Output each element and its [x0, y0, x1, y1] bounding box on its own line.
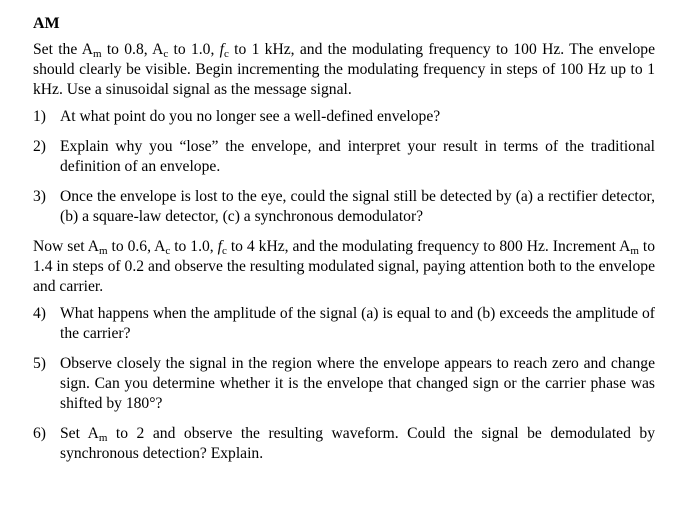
subscript: c: [163, 48, 169, 60]
text-run: to 4 kHz, and the modulating frequency to 800 Hz. Increment A: [226, 238, 631, 255]
subscript: m: [98, 432, 108, 444]
text-run: to 1.0,: [170, 238, 218, 255]
text-run: to 0.8, A: [101, 41, 164, 58]
subscript: m: [630, 245, 639, 257]
question-text: Once the envelope is lost to the eye, could the signal still be detected by (a) a rectifier detector, (b) a square-law detector, (c) a synchronous demodulator?: [60, 188, 655, 225]
question-number: 3): [33, 188, 46, 205]
question-1: [33, 107, 655, 127]
question-5: [33, 354, 655, 414]
text-run: Now set A: [33, 238, 99, 255]
subscript: c: [165, 245, 171, 257]
question-number: 2): [33, 138, 46, 155]
question-text: Observe closely the signal in the region where the envelope appears to reach zero and change sign. Can you determine whether it is the envelope that changed sign or the carrier phase was shifted by 180°?: [60, 355, 655, 412]
text-run: to 1.4 in steps of 0.2 and observe the resulting modulated signal, paying attention both to the envelope and carrier.: [33, 238, 655, 295]
question-number: 1): [33, 108, 46, 125]
question-3: [33, 187, 655, 227]
text-run: to 1 kHz, and the modulating frequency to 100 Hz. The envelope should clearly be visible. Begin incrementing the modulating frequency in steps of 100 Hz up to 1 kHz. Use a sinusoidal signal as the message signal.: [33, 41, 655, 98]
question-text: Explain why you “lose” the envelope, and interpret your result in terms of the traditional definition of an envelope.: [60, 138, 655, 175]
text-run: to 2 and observe the resulting waveform. Could the signal be demodulated by synchronous detection? Explain.: [60, 425, 655, 462]
question-number: 5): [33, 355, 46, 372]
middle-paragraph: [33, 237, 655, 297]
question-text: At what point do you no longer see a well-defined envelope?: [60, 108, 441, 125]
italic-symbol: f: [217, 238, 222, 255]
text-run: to 0.6, A: [107, 238, 166, 255]
text-run: Set A: [60, 425, 99, 442]
subscript: c: [221, 245, 227, 257]
question-number: 6): [33, 425, 46, 442]
document-page: [33, 14, 655, 474]
question-number: 4): [33, 305, 46, 322]
question-4: [33, 304, 655, 344]
italic-symbol: f: [219, 41, 224, 58]
question-text: What happens when the amplitude of the signal (a) is equal to and (b) exceeds the amplitude of the carrier?: [60, 305, 655, 342]
subscript: c: [223, 48, 229, 60]
question-text: [60, 424, 655, 464]
text-run: to 1.0,: [168, 41, 220, 58]
intro-paragraph: [33, 40, 655, 100]
section-heading: AM: [33, 15, 60, 32]
question-2: [33, 137, 655, 177]
question-6: [33, 424, 655, 464]
subscript: m: [92, 48, 102, 60]
subscript: m: [98, 245, 108, 257]
text-run: Set the A: [33, 41, 93, 58]
